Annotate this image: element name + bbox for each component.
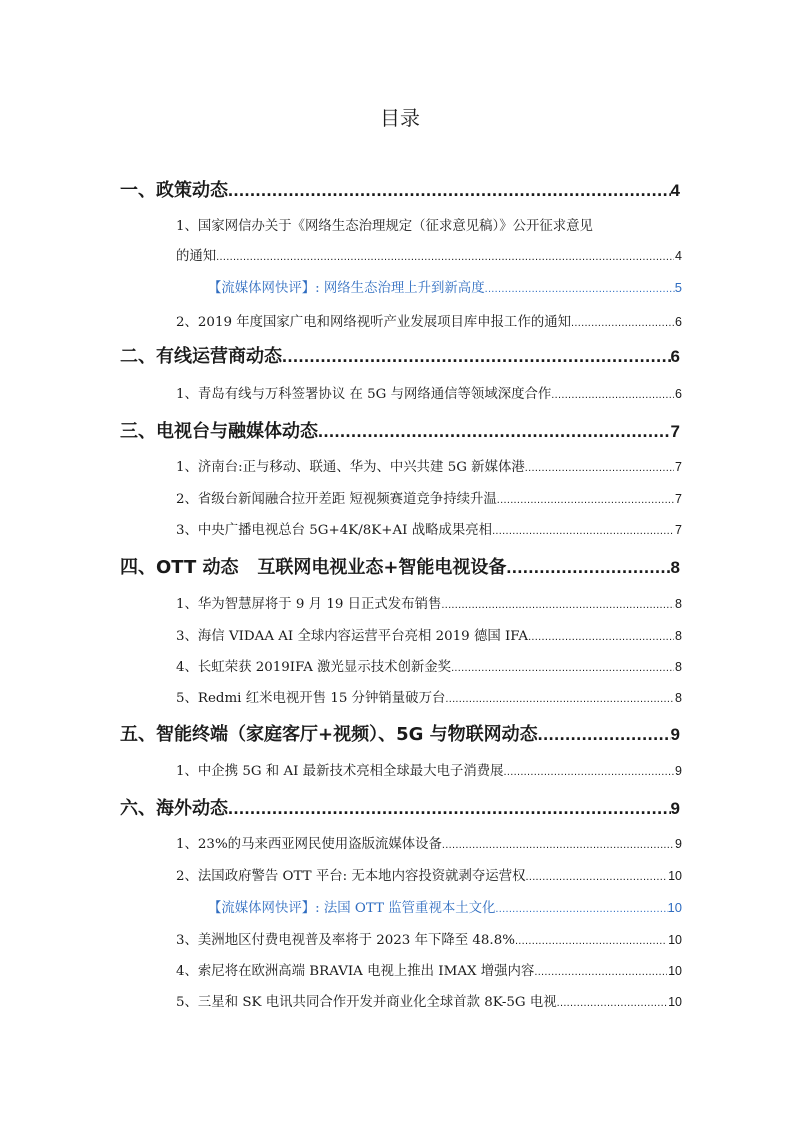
toc-item[interactable] bbox=[176, 929, 682, 951]
toc-page-number: 7 bbox=[675, 523, 682, 537]
toc-item-label: 2、省级台新闻融合拉开差距 短视频赛道竞争持续升温 bbox=[176, 492, 497, 507]
toc-page-number: 5 bbox=[674, 280, 682, 295]
leader-dots bbox=[485, 278, 675, 300]
toc-page-number: 9 bbox=[670, 725, 680, 744]
toc-page-number: 10 bbox=[668, 933, 682, 947]
leader-dots bbox=[525, 866, 667, 888]
toc-section-label: 六、海外动态 bbox=[120, 798, 228, 819]
toc-item-label: 3、中央广播电视总台 5G+4K/8K+AI 战略成果亮相 bbox=[176, 523, 493, 538]
toc-page-number: 6 bbox=[670, 347, 680, 366]
leader-dots bbox=[282, 343, 671, 369]
toc-item[interactable] bbox=[176, 488, 682, 510]
toc-page-number: 7 bbox=[670, 422, 680, 441]
toc-comment-label: 【流媒体网快评】: 法国 OTT 监管重视本土文化 bbox=[208, 901, 496, 916]
toc-section-label: 四、OTT 动态 互联网电视业态+智能电视设备 bbox=[120, 557, 507, 578]
toc-page-number: 8 bbox=[670, 558, 680, 577]
leader-dots bbox=[515, 930, 667, 952]
toc-section-tv-stations[interactable] bbox=[120, 418, 680, 444]
toc-item-label: 1、23%的马来西亚网民使用盗版流媒体设备 bbox=[176, 837, 442, 852]
toc-item-label: 5、Redmi 红米电视开售 15 分钟销量破万台 bbox=[176, 691, 446, 706]
toc-item-label: 4、长虹荣获 2019IFA 激光显示技术创新金奖 bbox=[176, 660, 452, 675]
page-title: 目录 bbox=[380, 106, 420, 130]
toc-comment-label: 【流媒体网快评】: 网络生态治理上升到新高度 bbox=[208, 281, 485, 296]
toc-item[interactable] bbox=[176, 991, 682, 1013]
leader-dots bbox=[228, 795, 671, 821]
leader-dots bbox=[504, 761, 675, 783]
toc-page-number: 7 bbox=[675, 492, 682, 506]
toc-section-ott[interactable] bbox=[120, 554, 680, 580]
toc-page-number: 4 bbox=[675, 249, 682, 263]
toc-item-label: 1、华为智慧屏将于 9 月 19 日正式发布销售 bbox=[176, 597, 442, 612]
leader-dots bbox=[551, 384, 674, 406]
toc-item[interactable] bbox=[176, 519, 682, 541]
toc-section-cable[interactable] bbox=[120, 343, 680, 369]
leader-dots bbox=[318, 418, 671, 444]
toc-item-label: 1、国家网信办关于《网络生态治理规定（征求意见稿）》公开征求意见 bbox=[176, 219, 593, 234]
toc-item-label: 2、法国政府警告 OTT 平台: 无本地内容投资就剥夺运营权 bbox=[176, 869, 526, 884]
toc-item-label: 2、2019 年度国家广电和网络视听产业发展项目库申报工作的通知 bbox=[176, 315, 572, 330]
toc-section-smart-terminal[interactable] bbox=[120, 721, 680, 747]
toc-page-number: 8 bbox=[675, 629, 682, 643]
toc-item-label: 1、济南台:正与移动、联通、华为、中兴共建 5G 新媒体港 bbox=[176, 460, 525, 475]
toc-item[interactable] bbox=[176, 593, 682, 615]
leader-dots bbox=[451, 657, 674, 679]
toc-item[interactable] bbox=[176, 311, 682, 333]
toc-item-label: 1、青岛有线与万科签署协议 在 5G 与网络通信等领域深度合作 bbox=[176, 387, 552, 402]
toc-item[interactable] bbox=[176, 245, 682, 267]
leader-dots bbox=[571, 312, 674, 334]
toc-item[interactable] bbox=[176, 383, 682, 405]
toc-page-number: 9 bbox=[670, 799, 680, 818]
leader-dots bbox=[506, 554, 670, 580]
toc-comment-link[interactable] bbox=[208, 277, 682, 299]
toc-page-number: 9 bbox=[675, 837, 682, 851]
toc-section-label: 五、智能终端（家庭客厅+视频）、5G 与物联网动态 bbox=[120, 724, 538, 745]
leader-dots bbox=[525, 457, 674, 479]
toc-section-label: 二、有线运营商动态 bbox=[120, 346, 282, 367]
toc-item[interactable] bbox=[176, 456, 682, 478]
toc-page-number: 8 bbox=[675, 660, 682, 674]
toc-item-label: 4、索尼将在欧洲高端 BRAVIA 电视上推出 IMAX 增强内容 bbox=[176, 964, 535, 979]
toc-item-label: 5、三星和 SK 电讯共同合作开发并商业化全球首款 8K-5G 电视 bbox=[176, 995, 557, 1010]
toc-section-label: 一、政策动态 bbox=[120, 180, 228, 201]
toc-item-label: 的通知 bbox=[176, 249, 217, 264]
toc-page-number: 9 bbox=[675, 764, 682, 778]
toc-item[interactable] bbox=[176, 656, 682, 678]
toc-page-number: 10 bbox=[668, 964, 682, 978]
toc-item[interactable] bbox=[176, 687, 682, 709]
toc-page-number: 8 bbox=[675, 597, 682, 611]
leader-dots bbox=[441, 594, 674, 616]
leader-dots bbox=[497, 489, 674, 511]
toc-page-number: 10 bbox=[668, 869, 682, 883]
toc-page-number: 4 bbox=[670, 181, 680, 200]
leader-dots bbox=[442, 834, 674, 856]
toc-page-number: 8 bbox=[675, 691, 682, 705]
toc-comment-link[interactable] bbox=[208, 897, 682, 919]
leader-dots bbox=[495, 898, 667, 920]
toc-page-number: 7 bbox=[675, 460, 682, 474]
leader-dots bbox=[557, 992, 667, 1014]
leader-dots bbox=[534, 961, 667, 983]
toc-section-overseas[interactable] bbox=[120, 795, 680, 821]
leader-dots bbox=[528, 626, 674, 648]
toc-page-number: 10 bbox=[667, 900, 682, 915]
toc-item-wrapped-line[interactable] bbox=[176, 216, 682, 238]
toc-item[interactable] bbox=[176, 760, 682, 782]
toc-item-label: 3、美洲地区付费电视普及率将于 2023 年下降至 48.8% bbox=[176, 933, 515, 948]
toc-section-label: 三、电视台与融媒体动态 bbox=[120, 421, 318, 442]
toc-item-label: 3、海信 VIDAA AI 全球内容运营平台亮相 2019 德国 IFA bbox=[176, 629, 529, 644]
leader-dots bbox=[228, 177, 671, 203]
toc-page-number: 6 bbox=[675, 387, 682, 401]
toc-item[interactable] bbox=[176, 833, 682, 855]
toc-page-number: 10 bbox=[668, 995, 682, 1009]
leader-dots bbox=[538, 721, 671, 747]
toc-item-label: 1、中企携 5G 和 AI 最新技术亮相全球最大电子消费展 bbox=[176, 764, 504, 779]
leader-dots bbox=[216, 246, 674, 268]
leader-dots bbox=[445, 688, 674, 710]
toc-item[interactable] bbox=[176, 865, 682, 887]
toc-item[interactable] bbox=[176, 625, 682, 647]
toc-item[interactable] bbox=[176, 960, 682, 982]
toc-page-number: 6 bbox=[675, 315, 682, 329]
leader-dots bbox=[492, 520, 674, 542]
toc-section-policy[interactable] bbox=[120, 177, 680, 203]
